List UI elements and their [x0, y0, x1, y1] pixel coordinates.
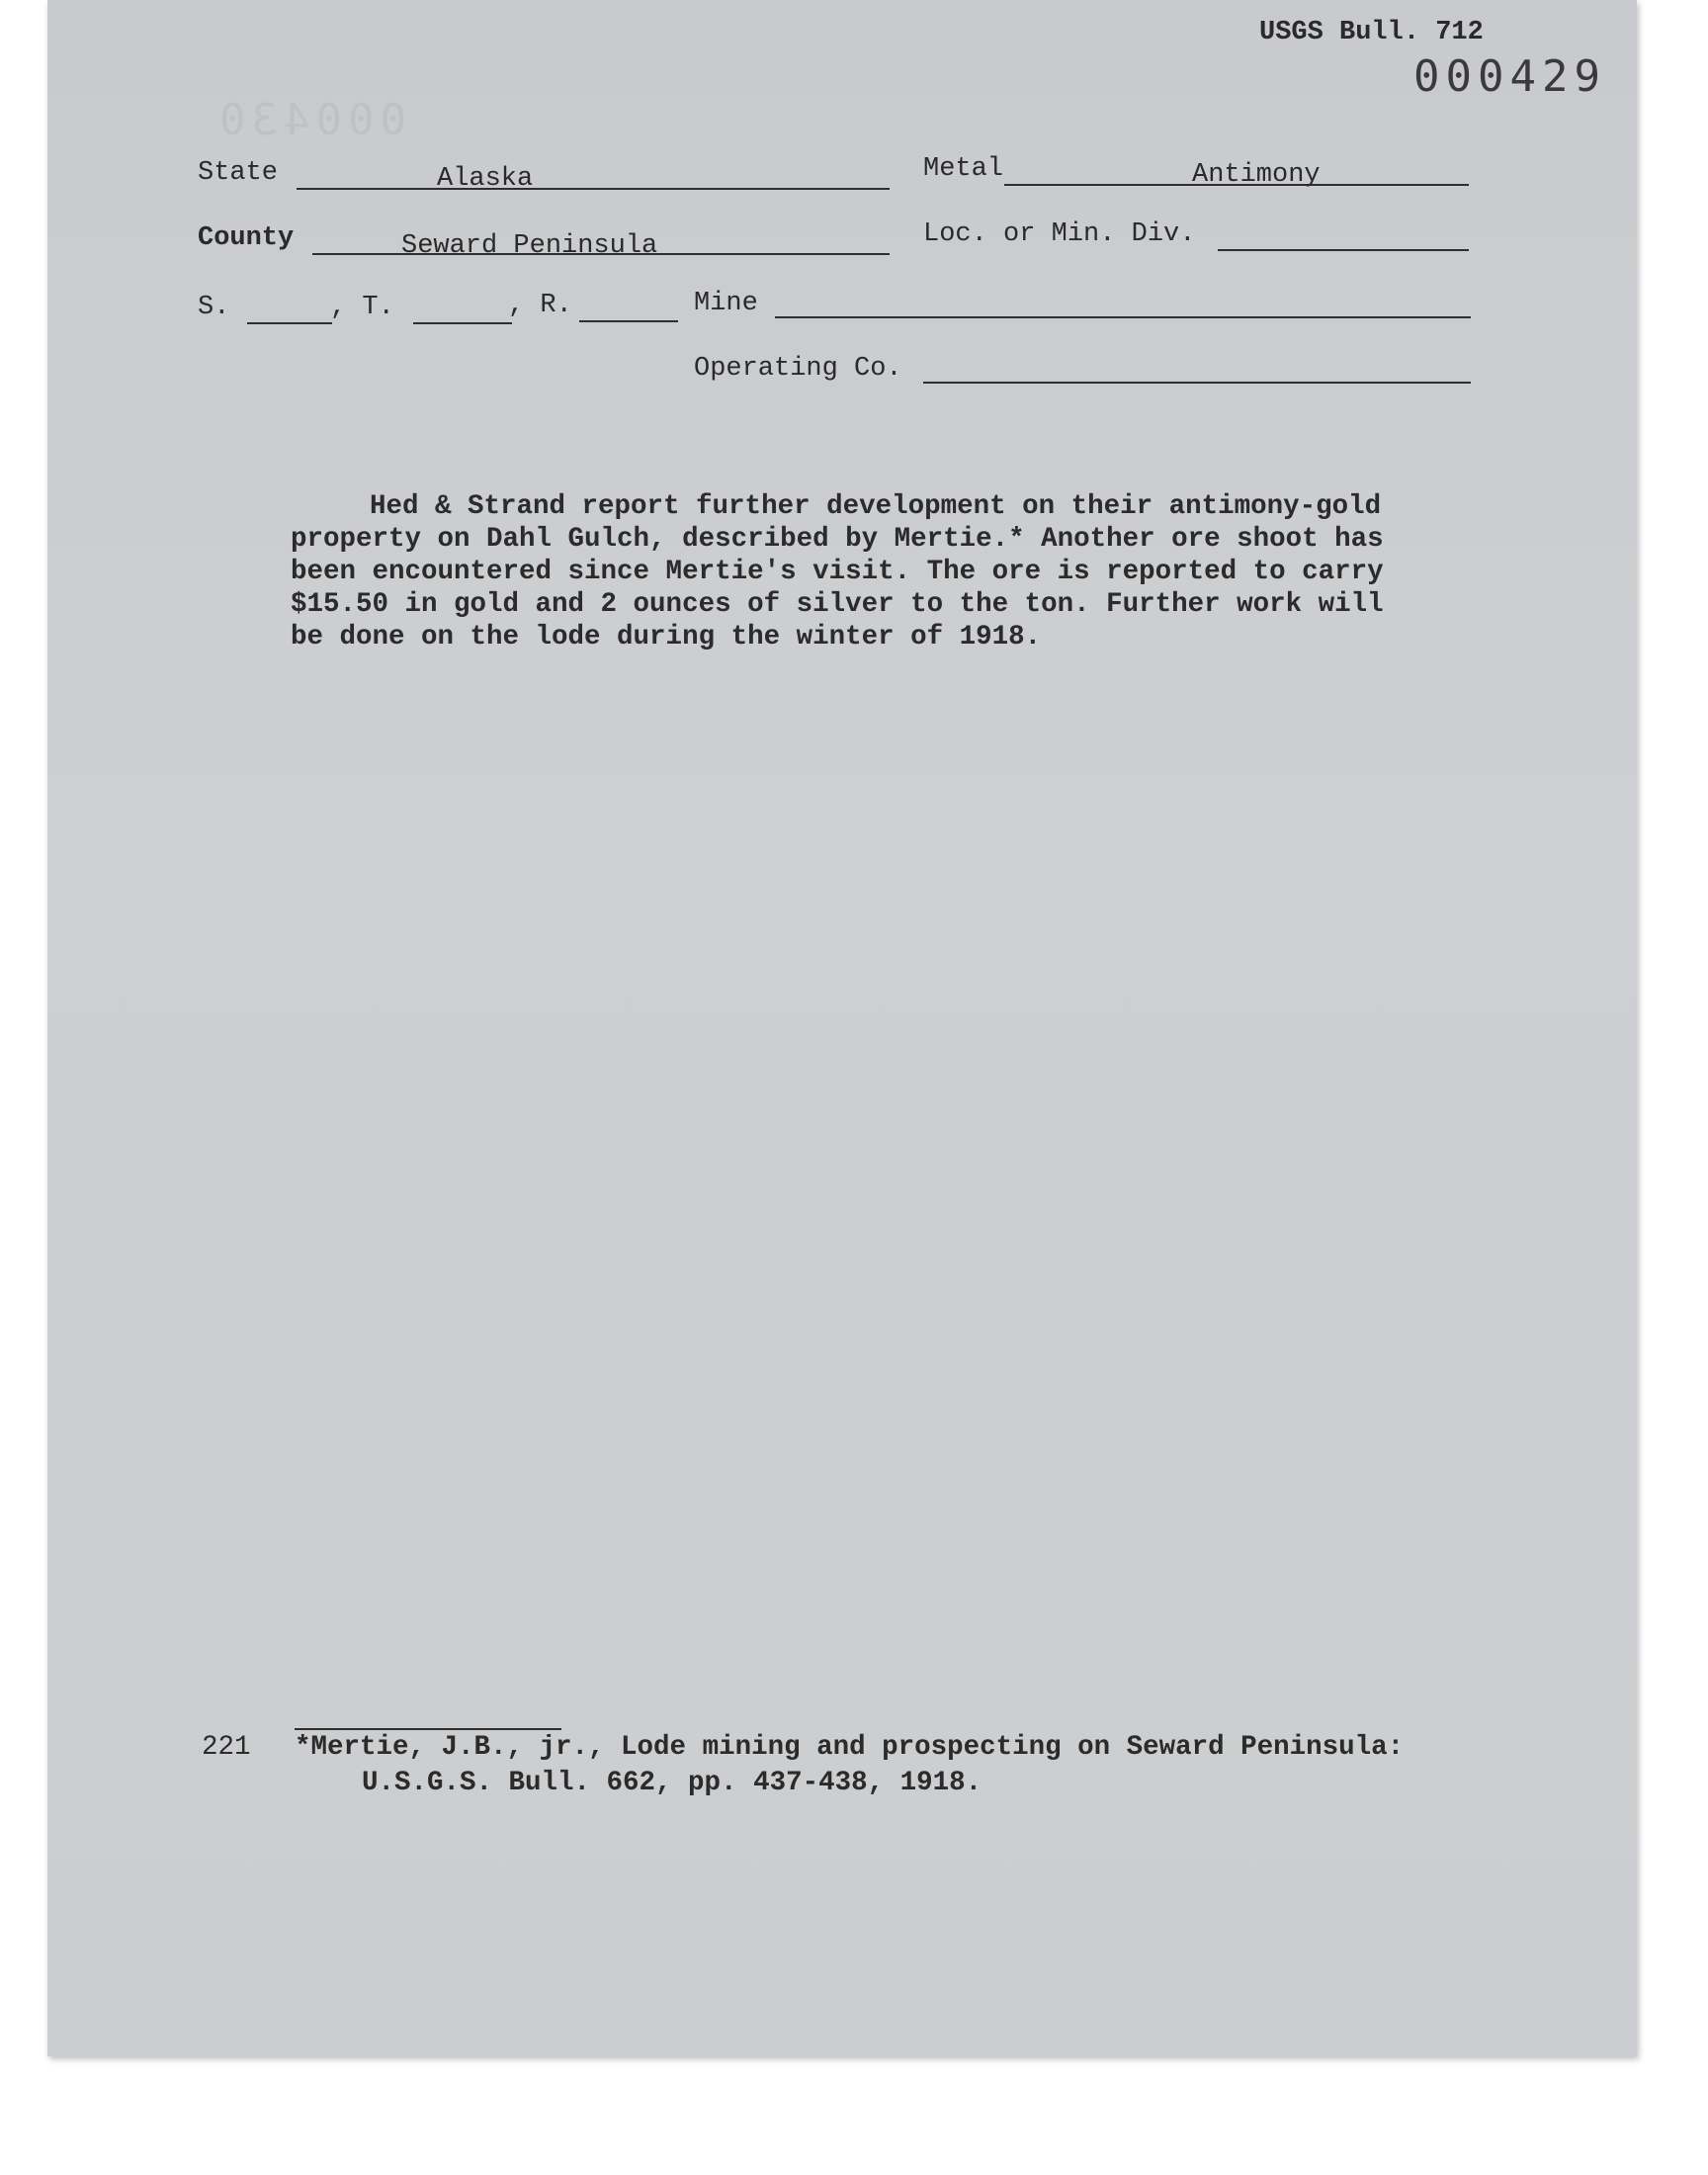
section-label: S.: [198, 293, 230, 322]
stamp-number: 000429: [1413, 51, 1606, 102]
township-label: , T.: [330, 293, 394, 322]
footnote-line-2: U.S.G.S. Bull. 662, pp. 437-438, 1918.: [362, 1768, 982, 1798]
loc-line: [1218, 249, 1469, 251]
state-value: Alaska: [437, 164, 534, 194]
operating-co-line: [923, 382, 1471, 384]
county-value: Seward Peninsula: [401, 231, 658, 261]
mine-line: [775, 316, 1471, 318]
state-line: [297, 188, 890, 190]
body-line-1: Hed & Strand report further development on their antimony-gold: [370, 491, 1382, 522]
footnote-rule: [295, 1728, 561, 1730]
metal-value: Antimony: [1192, 160, 1321, 190]
county-label: County: [198, 223, 295, 253]
document-sheet: [47, 0, 1637, 2056]
operating-co-label: Operating Co.: [694, 354, 902, 384]
range-line: [579, 320, 678, 322]
ghost-stamp-number: 000430: [214, 95, 406, 145]
metal-label: Metal: [923, 154, 1004, 184]
body-line-3: been encountered since Mertie's visit. The ore is reported to carry: [291, 557, 1384, 587]
bulletin-reference: USGS Bull. 712: [1259, 18, 1484, 47]
footnote-line-1: *Mertie, J.B., jr., Lode mining and prospecting on Seward Peninsula:: [295, 1732, 1405, 1763]
body-line-2: property on Dahl Gulch, described by Mertie.* Another ore shoot has: [291, 524, 1384, 555]
body-line-5: be done on the lode during the winter of 1918.: [291, 622, 1042, 652]
section-line: [247, 322, 332, 324]
state-label: State: [198, 158, 279, 188]
body-line-4: $15.50 in gold and 2 ounces of silver to the ton. Further work will: [291, 589, 1384, 620]
page-number: 221: [202, 1732, 251, 1763]
range-label: , R.: [508, 291, 572, 320]
township-line: [413, 322, 512, 324]
loc-label: Loc. or Min. Div.: [923, 219, 1196, 249]
mine-label: Mine: [694, 289, 758, 318]
